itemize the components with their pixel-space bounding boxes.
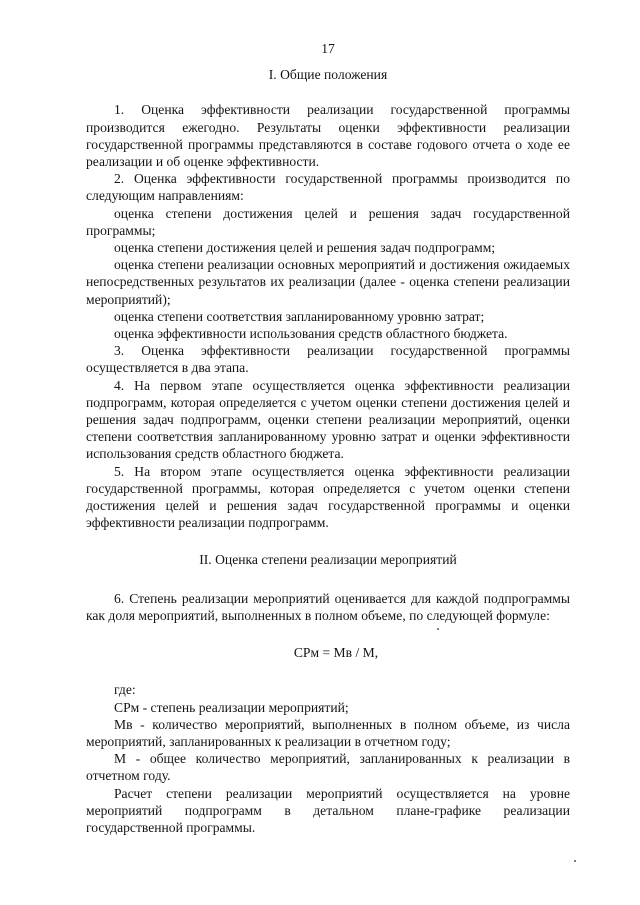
page-number: 17 <box>321 41 335 56</box>
document-page <box>86 40 570 836</box>
section-heading-measures: II. Оценка степени реализации мероприятий <box>199 552 457 568</box>
scan-speck <box>574 860 576 862</box>
list-item: оценка степени достижения целей и решения задач государственной программы; <box>86 205 570 238</box>
definition: СРм - степень реализации мероприятий; <box>114 699 349 715</box>
paragraph: 1. Оценка эффективности реализации государственной программы производится ежегодно. Результаты оценки эффективности реализации государственной программы представляются в составе годового отчета о ходе ее реализации и об оценке эффективности. <box>86 102 570 170</box>
paragraph: 6. Степень реализации мероприятий оценивается для каждой подпрограммы как доля мероприятий, выполненных в полном объеме, по следующей формуле: <box>86 590 570 623</box>
definition: Мв - количество мероприятий, выполненных в полном объеме, из числа мероприятий, запланированных к реализации в отчетном году; <box>86 716 570 749</box>
paragraph: 4. На первом этапе осуществляется оценка эффективности реализации подпрограмм, которая определяется с учетом оценки степени достижения целей и решения задач подпрограмм, оценки степени реализации мероприятий, оценки степени соответствия запланированному уровню затрат и оценки эффективности использования средств областного бюджета. <box>86 377 570 462</box>
paragraph: 2. Оценка эффективности государственной программы производится по следующим направлениям: <box>86 171 570 204</box>
paragraph: 3. Оценка эффективности реализации государственной программы осуществляется в два этапа. <box>86 343 570 376</box>
paragraph: Расчет степени реализации мероприятий осуществляется на уровне мероприятий подпрограмм в детальном плане-графике реализации государственной программы. <box>86 785 570 835</box>
definition: М - общее количество мероприятий, запланированных к реализации в отчетном году. <box>86 751 570 784</box>
section-heading-general: I. Общие положения <box>268 67 388 83</box>
list-item: оценка степени реализации основных мероприятий и достижения ожидаемых непосредственных результатов их реализации (далее - оценка степени реализации мероприятий); <box>86 257 570 307</box>
scan-speck <box>437 628 439 630</box>
list-item: оценка степени достижения целей и решения задач подпрограмм; <box>114 240 496 256</box>
formula: СРм = Мв / М, <box>293 645 379 661</box>
list-item: оценка эффективности использования средств областного бюджета. <box>114 326 508 342</box>
where-label: где: <box>114 682 136 698</box>
list-item: оценка степени соответствия запланированному уровню затрат; <box>114 308 485 324</box>
paragraph: 5. На втором этапе осуществляется оценка эффективности реализации государственной программы, которая определяется с учетом оценки степени достижения целей и решения задач государственной программы и оценки эффективности реализации подпрограмм. <box>86 463 570 531</box>
